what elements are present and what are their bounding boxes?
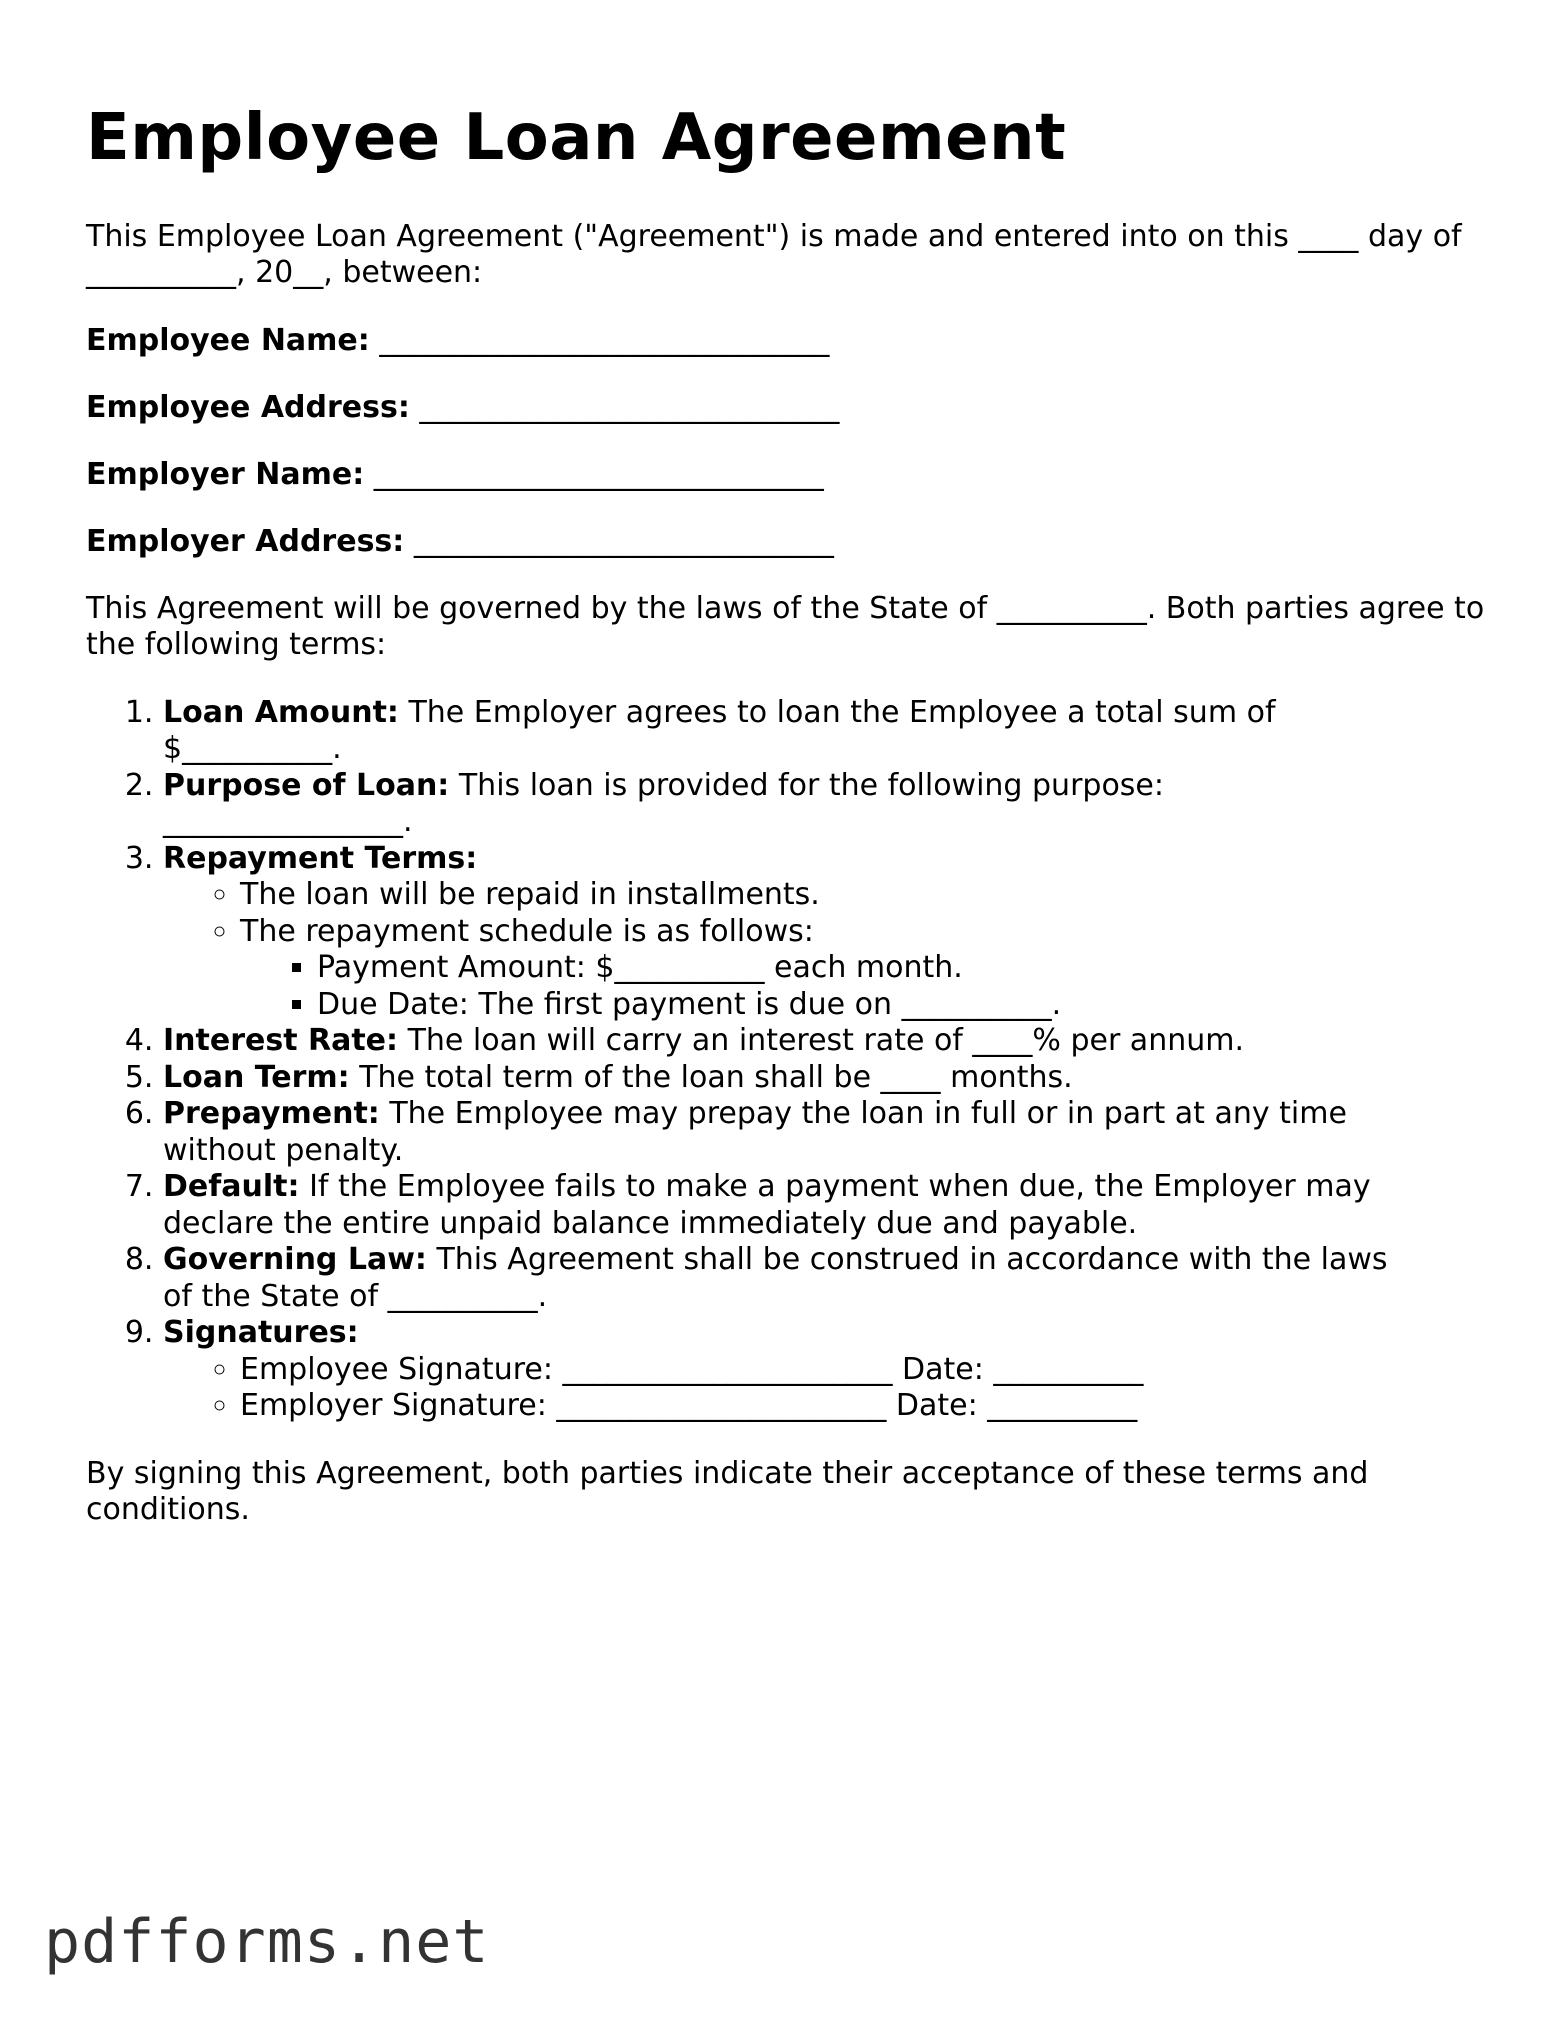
term-text: The Employee may prepay the loan in full or in part at any time without penalty. [163, 1096, 1347, 1168]
repayment-schedule-text: The repayment schedule is as follows: [240, 913, 814, 949]
term-label: Signatures: [163, 1315, 359, 1351]
term-label: Loan Term: [163, 1059, 350, 1095]
term-label: Loan Amount: [163, 694, 399, 730]
employee-address-label: Employee Address: [86, 389, 410, 425]
employer-signature-line: ◦ Employer Signature: ______________________ Date: __________ [240, 1388, 1388, 1425]
term-label: Governing Law: [163, 1242, 427, 1278]
repayment-sublist [163, 877, 1388, 1023]
document-title: Employee Loan Agreement [86, 101, 1067, 175]
term-repayment [163, 841, 1388, 1024]
term-governing-law [163, 1242, 1388, 1315]
schedule-item: ▪ Due Date: The first payment is due on __________. [317, 987, 1388, 1024]
term-text: The total term of the loan shall be ____ months. [349, 1059, 1073, 1095]
employer-address-blank: ____________________________ [404, 523, 834, 559]
term-purpose [163, 768, 1388, 841]
repayment-item [240, 914, 1388, 1024]
term-text: The loan will carry an interest rate of ____% per annum. [398, 1023, 1244, 1059]
signatures-sublist [163, 1352, 1388, 1425]
term-label: Interest Rate: [163, 1023, 399, 1059]
term-text: This loan is provided for the following purpose: ________________. [163, 767, 1164, 840]
employee-name-field [86, 323, 1486, 359]
term-text: The Employer agrees to loan the Employee a total sum of $__________. [163, 694, 1276, 767]
employer-address-field [86, 524, 1486, 560]
employer-name-field [86, 457, 1486, 493]
employer-address-label: Employer Address: [86, 523, 405, 559]
governing-paragraph: This Agreement will be governed by the laws of the State of __________. Both parties agree to the following terms: [86, 590, 1485, 662]
terms-list [86, 695, 1388, 1425]
employee-name-blank: ______________________________ [369, 322, 830, 358]
employee-address-field [86, 390, 1486, 426]
term-interest-rate [163, 1023, 1388, 1060]
employee-address-blank: ____________________________ [409, 389, 840, 425]
document-page [86, 100, 1486, 1528]
term-text: This Agreement shall be construed in accordance with the laws of the State of __________. [163, 1242, 1388, 1314]
intro-paragraph: This Employee Loan Agreement ("Agreement") is made and entered into on this ____ day of __________, 20__, between: [86, 218, 1462, 290]
employer-name-label: Employer Name: [86, 456, 365, 492]
term-label: Purpose of Loan: [163, 767, 450, 803]
term-text: If the Employee fails to make a payment when due, the Employer may declare the entire unpaid balance immediately due and payable. [163, 1169, 1371, 1241]
term-label: Default: [163, 1169, 300, 1205]
term-signatures [163, 1315, 1388, 1425]
term-loan-term [163, 1060, 1388, 1097]
schedule-item: ▪ Payment Amount: $__________ each month. [317, 950, 1388, 987]
closing-paragraph: By signing this Agreement, both parties indicate their acceptance of these terms and conditions. [86, 1455, 1369, 1527]
term-loan-amount [163, 695, 1388, 768]
employee-name-label: Employee Name: [86, 322, 370, 358]
term-label: Prepayment: [163, 1096, 380, 1132]
schedule-sublist [240, 950, 1388, 1023]
term-default [163, 1169, 1388, 1242]
term-prepayment [163, 1096, 1388, 1169]
watermark-logo: pdfforms.net [44, 1907, 490, 1977]
term-label: Repayment Terms: [163, 840, 478, 876]
employer-name-blank: ______________________________ [364, 456, 824, 492]
repayment-item: ◦ The loan will be repaid in installments. [240, 877, 1388, 914]
employee-signature-line: ◦ Employee Signature: ______________________ Date: __________ [240, 1352, 1388, 1389]
